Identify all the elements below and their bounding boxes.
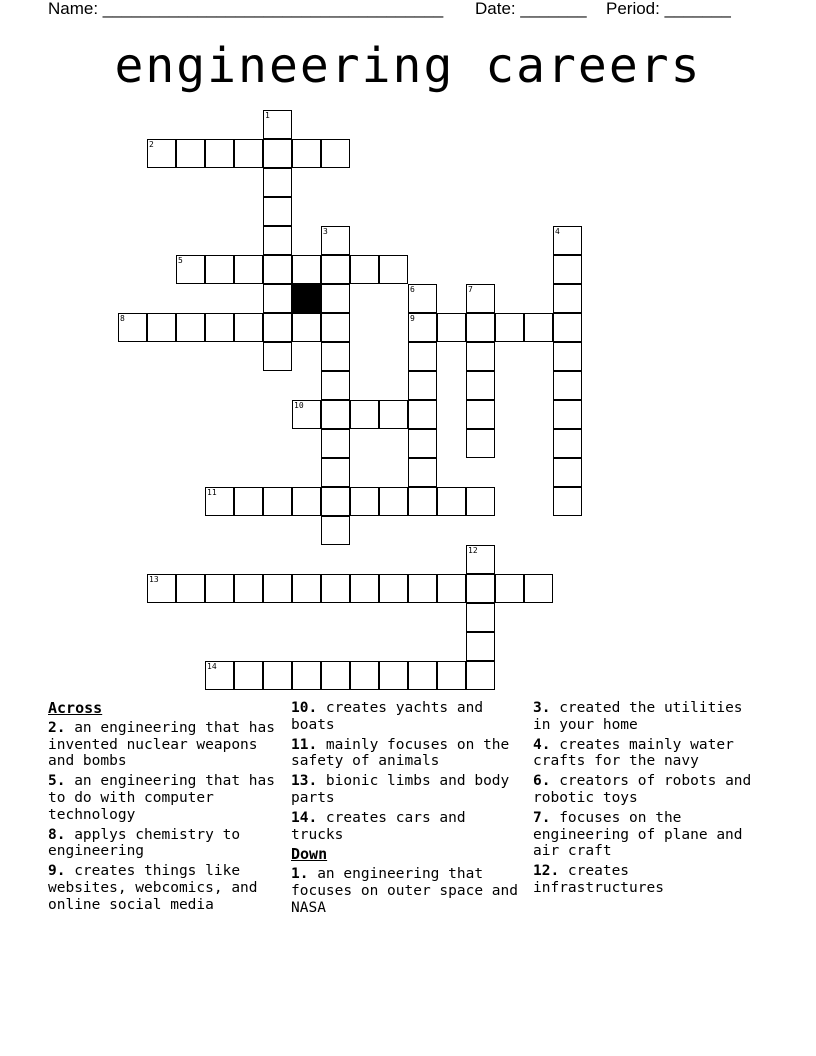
grid-cell[interactable]: [263, 139, 292, 168]
clue-number-6: 6: [410, 285, 415, 294]
clue-down-7: 7. focuses on the engineering of plane and air craft: [533, 809, 743, 860]
grid-cell[interactable]: [234, 574, 263, 603]
grid-cell[interactable]: [321, 371, 350, 400]
grid-cell[interactable]: [234, 139, 263, 168]
grid-cell[interactable]: [466, 487, 495, 516]
clue-across-9: 9. creates things like websites, webcomics, and online social media: [48, 863, 258, 913]
clue-down-4: 4. creates mainly water crafts for the navy: [533, 736, 734, 770]
grid-cell[interactable]: [379, 400, 408, 429]
grid-cell[interactable]: [321, 661, 350, 690]
grid-cell[interactable]: [147, 313, 176, 342]
grid-cell[interactable]: [437, 661, 466, 690]
grid-cell[interactable]: [234, 487, 263, 516]
clue-down-6: 6. creators of robots and robotic toys: [533, 773, 752, 806]
grid-cell[interactable]: [321, 342, 350, 371]
clue-across-8: 8. applys chemistry to engineering: [48, 826, 241, 860]
clue-number-9: 9: [410, 314, 415, 323]
grid-cell[interactable]: [466, 661, 495, 690]
grid-cell[interactable]: [263, 487, 292, 516]
clue-across-14: 14. creates cars and trucks: [291, 809, 466, 843]
puzzle-title: engineering careers: [114, 38, 702, 94]
grid-cell[interactable]: [553, 284, 582, 313]
grid-cell[interactable]: [408, 458, 437, 487]
clue-number-1: 1: [265, 111, 270, 120]
grid-cell[interactable]: [350, 574, 379, 603]
grid-cell[interactable]: [553, 429, 582, 458]
grid-cell[interactable]: [524, 313, 553, 342]
grid-cell[interactable]: [350, 400, 379, 429]
clue-number-11: 11: [207, 488, 217, 497]
grid-cell[interactable]: [553, 342, 582, 371]
grid-cell[interactable]: [292, 661, 321, 690]
grid-cell[interactable]: [292, 139, 321, 168]
grid-cell[interactable]: [379, 574, 408, 603]
grid-cell[interactable]: [205, 574, 234, 603]
grid-cell[interactable]: [321, 313, 350, 342]
grid-cell[interactable]: [408, 371, 437, 400]
grid-cell[interactable]: [466, 574, 495, 603]
grid-cell[interactable]: [321, 458, 350, 487]
clue-number-4: 4: [555, 227, 560, 236]
black-cell: [292, 284, 321, 313]
grid-cell[interactable]: [263, 574, 292, 603]
grid-cell[interactable]: [408, 342, 437, 371]
grid-cell[interactable]: [437, 313, 466, 342]
grid-cell[interactable]: [553, 458, 582, 487]
grid-cell[interactable]: [553, 487, 582, 516]
grid-cell[interactable]: [205, 255, 234, 284]
clue-number-5: 5: [178, 256, 183, 265]
grid-cell[interactable]: [350, 661, 379, 690]
clue-number-3: 3: [323, 227, 328, 236]
clue-down-3: 3. created the utilities in your home: [533, 700, 743, 733]
grid-cell[interactable]: [350, 255, 379, 284]
across-heading: Across: [48, 699, 103, 717]
grid-cell[interactable]: [234, 313, 263, 342]
grid-cell[interactable]: [321, 429, 350, 458]
grid-cell[interactable]: [408, 400, 437, 429]
grid-cell[interactable]: [466, 429, 495, 458]
clue-across-10: 10. creates yachts and boats: [291, 700, 484, 733]
clue-number-12: 12: [468, 546, 478, 555]
clue-number-8: 8: [120, 314, 125, 323]
grid-cell[interactable]: [321, 139, 350, 168]
grid-cell[interactable]: [350, 487, 379, 516]
clue-number-13: 13: [149, 575, 159, 584]
grid-cell[interactable]: [466, 342, 495, 371]
grid-cell[interactable]: [321, 574, 350, 603]
grid-cell[interactable]: [176, 574, 205, 603]
date-field[interactable]: Date: _______: [475, 0, 587, 18]
grid-cell[interactable]: [553, 371, 582, 400]
grid-cell[interactable]: [292, 574, 321, 603]
clue-across-5: 5. an engineering that has to do with computer technology: [48, 773, 275, 823]
grid-cell[interactable]: [321, 516, 350, 545]
grid-cell[interactable]: [176, 139, 205, 168]
grid-cell[interactable]: [553, 400, 582, 429]
grid-cell[interactable]: [263, 255, 292, 284]
clue-across-2: 2. an engineering that has invented nuclear weapons and bombs: [48, 719, 275, 770]
grid-cell[interactable]: [466, 603, 495, 632]
clue-down-12: 12. creates infrastructures: [533, 863, 664, 896]
grid-cell[interactable]: [205, 139, 234, 168]
grid-cell[interactable]: [408, 429, 437, 458]
grid-cell[interactable]: [234, 255, 263, 284]
clues-column-3: [533, 700, 768, 900]
clue-number-14: 14: [207, 662, 217, 671]
clue-number-2: 2: [149, 140, 154, 149]
grid-cell[interactable]: [321, 487, 350, 516]
clue-number-10: 10: [294, 401, 304, 410]
grid-cell[interactable]: [466, 371, 495, 400]
grid-cell[interactable]: [437, 487, 466, 516]
grid-cell[interactable]: [524, 574, 553, 603]
grid-cell[interactable]: [234, 661, 263, 690]
grid-cell[interactable]: [408, 574, 437, 603]
grid-cell[interactable]: [263, 342, 292, 371]
clue-number-7: 7: [468, 285, 473, 294]
grid-cell[interactable]: [437, 574, 466, 603]
clue-across-11: 11. mainly focuses on the safety of animals: [291, 736, 510, 770]
grid-cell[interactable]: [263, 313, 292, 342]
grid-cell[interactable]: [321, 284, 350, 313]
grid-cell[interactable]: [466, 313, 495, 342]
grid-cell[interactable]: [495, 574, 524, 603]
grid-cell[interactable]: [263, 197, 292, 226]
grid-cell[interactable]: [321, 400, 350, 429]
name-field[interactable]: Name: ____________________________________: [48, 0, 444, 18]
grid-cell[interactable]: [263, 661, 292, 690]
grid-cell[interactable]: [321, 255, 350, 284]
clue-down-1: 1. an engineering that focuses on outer space and NASA: [291, 866, 518, 916]
grid-cell[interactable]: [292, 313, 321, 342]
grid-cell[interactable]: [263, 284, 292, 313]
grid-cell[interactable]: [495, 313, 524, 342]
grid-cell[interactable]: [292, 255, 321, 284]
clues-column-2: [291, 700, 523, 920]
grid-cell[interactable]: [205, 313, 234, 342]
down-heading: Down: [291, 845, 328, 864]
period-field[interactable]: Period: _______: [606, 0, 731, 18]
grid-cell[interactable]: [263, 226, 292, 255]
grid-cell[interactable]: [176, 313, 205, 342]
grid-cell[interactable]: [263, 168, 292, 197]
grid-cell[interactable]: [292, 487, 321, 516]
grid-cell[interactable]: [379, 255, 408, 284]
grid-cell[interactable]: [408, 661, 437, 690]
clues-column-1: [48, 700, 276, 917]
grid-cell[interactable]: [553, 313, 582, 342]
grid-cell[interactable]: [379, 661, 408, 690]
grid-cell[interactable]: [466, 400, 495, 429]
grid-cell[interactable]: [408, 487, 437, 516]
grid-cell[interactable]: [466, 632, 495, 661]
grid-cell[interactable]: [379, 487, 408, 516]
grid-cell[interactable]: [553, 255, 582, 284]
clue-across-13: 13. bionic limbs and body parts: [291, 773, 510, 806]
